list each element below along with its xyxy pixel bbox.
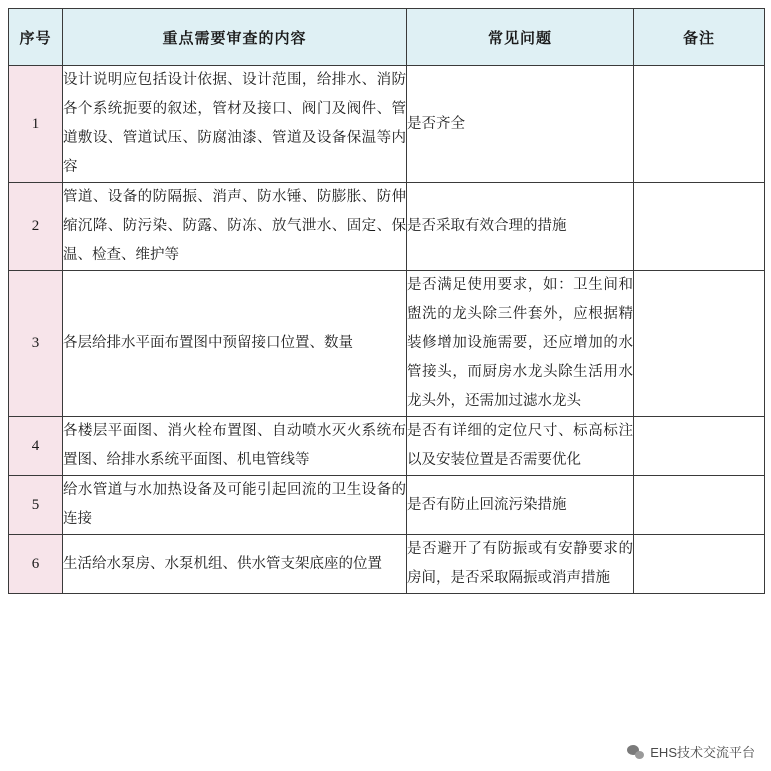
row-number: 1 xyxy=(9,66,63,183)
column-header-no: 序号 xyxy=(9,9,63,66)
row-note xyxy=(634,417,765,476)
row-content: 各层给排水平面布置图中预留接口位置、数量 xyxy=(63,271,407,417)
watermark-label: EHS技术交流平台 xyxy=(650,745,755,760)
table-row xyxy=(9,66,765,183)
wechat-icon xyxy=(627,745,644,759)
row-number: 5 xyxy=(9,476,63,535)
row-note xyxy=(634,535,765,594)
row-note xyxy=(634,66,765,183)
row-note xyxy=(634,476,765,535)
row-problem: 是否有防止回流污染措施 xyxy=(407,476,634,535)
review-checklist-table xyxy=(8,8,765,594)
row-problem: 是否有详细的定位尺寸、标高标注以及安装位置是否需要优化 xyxy=(407,417,634,476)
table-row xyxy=(9,183,765,271)
row-content: 管道、设备的防隔振、消声、防水锤、防膨胀、防伸缩沉降、防污染、防露、防冻、放气泄水、固定、保温、检查、维护等 xyxy=(63,183,407,271)
row-number: 3 xyxy=(9,271,63,417)
column-header-problem: 常见问题 xyxy=(407,9,634,66)
row-content: 各楼层平面图、消火栓布置图、自动喷水灭火系统布置图、给排水系统平面图、机电管线等 xyxy=(63,417,407,476)
row-problem: 是否采取有效合理的措施 xyxy=(407,183,634,271)
row-number: 2 xyxy=(9,183,63,271)
table-row xyxy=(9,271,765,417)
row-note xyxy=(634,183,765,271)
row-content: 给水管道与水加热设备及可能引起回流的卫生设备的连接 xyxy=(63,476,407,535)
row-number: 6 xyxy=(9,535,63,594)
row-problem: 是否避开了有防振或有安静要求的房间，是否采取隔振或消声措施 xyxy=(407,535,634,594)
row-content: 设计说明应包括设计依据、设计范围，给排水、消防各个系统扼要的叙述，管材及接口、阀门及阀件、管道敷设、管道试压、防腐油漆、管道及设备保温等内容 xyxy=(63,66,407,183)
row-content: 生活给水泵房、水泵机组、供水管支架底座的位置 xyxy=(63,535,407,594)
table-header-row xyxy=(9,9,765,66)
watermark xyxy=(623,740,759,763)
row-note xyxy=(634,271,765,417)
column-header-content: 重点需要审查的内容 xyxy=(63,9,407,66)
row-number: 4 xyxy=(9,417,63,476)
row-problem: 是否齐全 xyxy=(407,66,634,183)
table-row xyxy=(9,476,765,535)
table-row xyxy=(9,535,765,594)
column-header-note: 备注 xyxy=(634,9,765,66)
row-problem: 是否满足使用要求，如：卫生间和盥洗的龙头除三件套外，应根据精装修增加设施需要，还应增加的水管接头，而厨房水龙头除生活用水龙头外，还需加过滤水龙头 xyxy=(407,271,634,417)
table-row xyxy=(9,417,765,476)
